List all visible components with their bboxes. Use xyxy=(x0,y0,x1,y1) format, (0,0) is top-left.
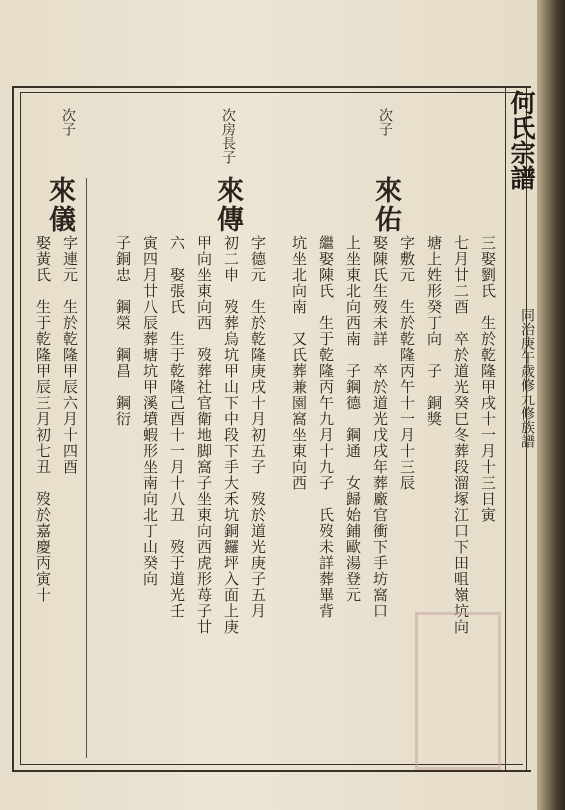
library-seal xyxy=(415,612,501,770)
column-divider xyxy=(86,178,87,758)
text-line: 娶陳氏生歿未詳 卒於道光戊戌年葬廠官衝下手坊窩口 xyxy=(371,235,389,619)
frame-top-border xyxy=(12,86,531,88)
text-line: 初二申 歿葬烏坑甲山下中段下手大禾坑銅鑼坪入面上庚 xyxy=(222,235,240,635)
book-subtitle: 同治庚午歲修九修族譜 xyxy=(519,308,535,448)
person-name-1: 來佑 xyxy=(370,176,401,234)
text-line: 甲向坐東向西 歿葬社官衛地脚窩子坐東向西虎形苺子廿 xyxy=(195,235,213,635)
text-line: 字敷元 生於乾隆丙午十一月十三辰 xyxy=(398,235,416,491)
text-line: 塘上姓形癸丁向 子 銅獎 xyxy=(425,235,443,427)
gen-label-3: 次子 xyxy=(60,108,76,136)
book-title: 何氏宗譜 xyxy=(507,90,536,190)
frame-inner-top-border xyxy=(20,92,523,93)
gen-label-1: 次子 xyxy=(377,108,393,136)
text-line: 坑坐北向南 又氏葬兼園窩坐東向西 xyxy=(290,235,308,491)
person-name-3: 來儀 xyxy=(44,176,75,234)
gen-label-2: 次房長子 xyxy=(220,108,236,164)
book-spine xyxy=(537,0,565,810)
text-line: 字連元 生於乾隆甲辰六月十四酉 xyxy=(61,235,79,475)
person-name-2: 來傳 xyxy=(212,176,243,234)
text-line: 繼娶陳氏 生于乾隆丙午九月十九子 氏歿未詳葬畢背 xyxy=(317,235,335,619)
text-line: 七月廿二酉 卒於道光癸巳冬葬段溜塚江口下田咀嶺坑向 xyxy=(452,235,470,635)
text-line: 字德元 生於乾隆庚戌十月初五子 歿於道光庚子五月 xyxy=(249,235,267,619)
text-line: 寅四月廿八辰葬塘坑甲溪墳蝦形坐南向北丁山癸向 xyxy=(141,235,159,587)
text-line: 子銅忠 鋼榮 鋼昌 鋼衍 xyxy=(114,235,132,427)
frame-inner-left-border xyxy=(20,92,21,764)
frame-bottom-border xyxy=(12,770,531,772)
text-line: 六 娶張氏 生于乾隆己酉十一月十八丑 歿于道光壬 xyxy=(168,235,186,619)
text-line: 上坐東北向西南 子鋼德 鋼通 女歸始鋪歐湯登元 xyxy=(344,235,362,603)
frame-left-border xyxy=(12,86,14,770)
text-line: 三娶劉氏 生於乾隆甲戌十一月十三日寅 xyxy=(479,235,497,523)
text-line: 娶黃氏 生于乾隆甲辰三月初七丑 歿於嘉慶丙寅十 xyxy=(34,235,52,603)
